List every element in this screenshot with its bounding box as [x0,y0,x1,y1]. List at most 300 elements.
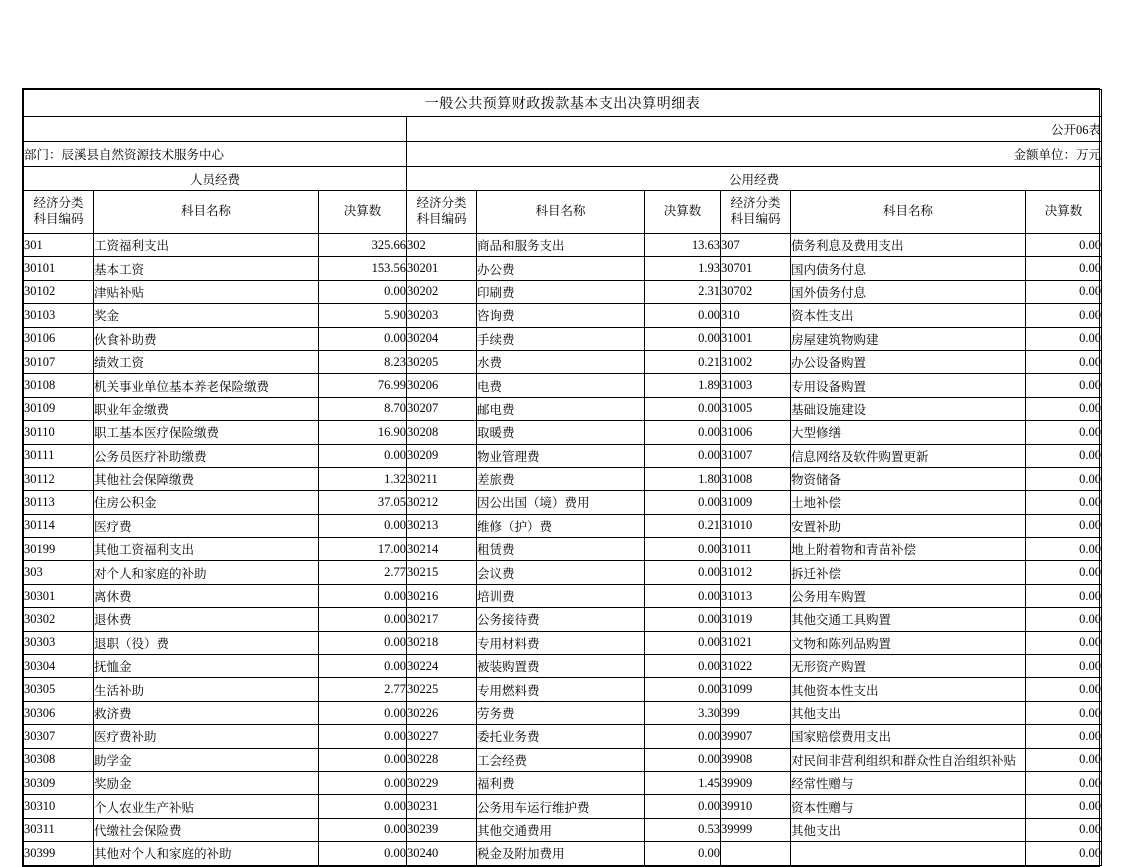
table-cell: 国内债务付息 [791,257,1026,280]
table-cell: 无形资产购置 [791,655,1026,678]
table-cell: 0.00 [1026,397,1102,420]
budget-table [23,89,1102,866]
table-cell: 30201 [407,257,477,280]
table-cell: 物资储备 [791,467,1026,490]
table-cell: 30213 [407,514,477,537]
table-cell: 税金及附加费用 [477,842,645,865]
table-cell: 因公出国（境）费用 [477,491,645,514]
table-row [24,748,1102,771]
table-cell: 会议费 [477,561,645,584]
table-cell: 31003 [721,374,791,397]
table-cell: 16.90 [319,421,407,444]
table-cell: 印刷费 [477,280,645,303]
table-cell: 5.90 [319,304,407,327]
table-cell: 0.00 [319,514,407,537]
table-cell: 2.77 [319,678,407,701]
table-cell: 0.00 [1026,631,1102,654]
table-cell: 30107 [24,350,94,373]
group-public-label: 公用经费 [407,167,1102,191]
table-cell: 国外债务付息 [791,280,1026,303]
table-cell: 0.00 [1026,538,1102,561]
table-cell: 0.21 [645,514,721,537]
table-cell: 0.00 [1026,701,1102,724]
table-cell: 0.00 [1026,257,1102,280]
table-cell: 30305 [24,678,94,701]
table-cell: 30205 [407,350,477,373]
table-row [24,842,1102,865]
table-cell: 0.00 [645,421,721,444]
table-cell: 30113 [24,491,94,514]
table-cell: 0.00 [645,561,721,584]
header-amount-3: 决算数 [1026,191,1102,234]
table-cell: 310 [721,304,791,327]
table-cell: 个人农业生产补贴 [94,795,319,818]
department-label: 部门：辰溪县自然资源技术服务中心 [24,142,407,167]
table-body [24,234,1102,866]
table-cell: 0.00 [319,748,407,771]
table-cell: 31005 [721,397,791,420]
table-cell: 30208 [407,421,477,444]
table-row [24,234,1102,257]
table-cell: 2.77 [319,561,407,584]
table-cell: 31012 [721,561,791,584]
table-cell: 30110 [24,421,94,444]
table-row [24,257,1102,280]
table-row [24,467,1102,490]
table-row [24,374,1102,397]
table-cell: 0.00 [1026,304,1102,327]
table-cell: 基本工资 [94,257,319,280]
table-cell: 0.00 [319,701,407,724]
table-cell: 399 [721,701,791,724]
table-cell: 水费 [477,350,645,373]
table-cell: 30225 [407,678,477,701]
table-cell: 土地补偿 [791,491,1026,514]
table-row [24,538,1102,561]
table-cell: 0.00 [1026,795,1102,818]
table-cell: 30101 [24,257,94,280]
table-cell: 生活补助 [94,678,319,701]
table-cell: 取暖费 [477,421,645,444]
table-cell: 30214 [407,538,477,561]
table-cell: 0.00 [1026,234,1102,257]
table-cell: 资本性赠与 [791,795,1026,818]
table-cell: 其他支出 [791,818,1026,841]
table-cell: 30202 [407,280,477,303]
table-cell: 1.93 [645,257,721,280]
table-cell: 委托业务费 [477,725,645,748]
table-cell: 30206 [407,374,477,397]
table-cell: 301 [24,234,94,257]
table-cell: 1.89 [645,374,721,397]
table-row [24,327,1102,350]
table-cell: 0.00 [645,631,721,654]
table-cell: 0.00 [645,444,721,467]
table-cell: 30114 [24,514,94,537]
table-cell: 办公费 [477,257,645,280]
table-cell: 职工基本医疗保险缴费 [94,421,319,444]
table-cell: 专用材料费 [477,631,645,654]
table-cell: 0.00 [1026,655,1102,678]
table-row [24,771,1102,794]
table-cell: 租赁费 [477,538,645,561]
table-cell: 0.00 [1026,725,1102,748]
table-cell: 0.21 [645,350,721,373]
table-cell: 0.00 [645,304,721,327]
table-row [24,444,1102,467]
budget-detail-sheet [22,88,1100,867]
table-cell: 30702 [721,280,791,303]
header-code-2-line2: 科目编码 [416,212,467,226]
table-cell: 信息网络及软件购置更新 [791,444,1026,467]
table-cell: 0.00 [1026,444,1102,467]
table-cell: 0.00 [319,584,407,607]
table-cell: 30227 [407,725,477,748]
form-number-row [24,117,1102,142]
table-cell: 债务利息及费用支出 [791,234,1026,257]
table-cell: 8.70 [319,397,407,420]
table-cell: 0.00 [319,327,407,350]
table-row [24,655,1102,678]
table-cell: 0.00 [645,584,721,607]
table-cell: 0.00 [1026,584,1102,607]
table-cell: 30311 [24,818,94,841]
form-number: 公开06表 [407,117,1102,142]
table-row [24,608,1102,631]
table-cell: 其他资本性支出 [791,678,1026,701]
table-cell: 安置补助 [791,514,1026,537]
table-cell: 30217 [407,608,477,631]
table-row [24,795,1102,818]
table-cell: 302 [407,234,477,257]
table-cell: 30211 [407,467,477,490]
table-cell: 文物和陈列品购置 [791,631,1026,654]
table-cell: 0.00 [319,444,407,467]
table-cell: 325.66 [319,234,407,257]
table-cell: 0.00 [1026,280,1102,303]
table-cell: 31099 [721,678,791,701]
table-cell: 30109 [24,397,94,420]
table-cell: 39909 [721,771,791,794]
table-cell: 工会经费 [477,748,645,771]
table-cell: 39907 [721,725,791,748]
table-cell: 30215 [407,561,477,584]
table-cell: 地上附着物和青苗补偿 [791,538,1026,561]
table-cell: 其他对个人和家庭的补助 [94,842,319,865]
table-cell: 0.00 [645,491,721,514]
table-row [24,725,1102,748]
table-cell: 公务用车运行维护费 [477,795,645,818]
table-cell: 住房公积金 [94,491,319,514]
table-cell: 0.00 [645,327,721,350]
table-cell: 39910 [721,795,791,818]
table-cell: 30239 [407,818,477,841]
table-cell: 0.00 [319,655,407,678]
column-header-row [24,191,1102,234]
table-cell: 退职（役）费 [94,631,319,654]
table-row [24,561,1102,584]
table-cell: 专用设备购置 [791,374,1026,397]
table-cell: 福利费 [477,771,645,794]
table-cell: 30303 [24,631,94,654]
table-cell: 30310 [24,795,94,818]
table-cell: 37.05 [319,491,407,514]
table-cell: 公务员医疗补助缴费 [94,444,319,467]
unit-label: 金额单位：万元 [407,142,1102,167]
table-cell: 31022 [721,655,791,678]
table-cell: 30112 [24,467,94,490]
table-cell: 31011 [721,538,791,561]
table-cell: 差旅费 [477,467,645,490]
table-cell: 0.00 [1026,818,1102,841]
table-cell: 2.31 [645,280,721,303]
header-code-1-line1: 经济分类 [33,196,84,211]
table-cell: 其他交通费用 [477,818,645,841]
header-name-2: 科目名称 [477,191,645,234]
table-cell: 30228 [407,748,477,771]
table-title-row [24,90,1102,117]
table-cell: 机关事业单位基本养老保险缴费 [94,374,319,397]
table-cell: 0.00 [319,771,407,794]
header-code-2 [407,191,477,234]
table-cell: 商品和服务支出 [477,234,645,257]
table-cell: 其他支出 [791,701,1026,724]
table-cell: 助学金 [94,748,319,771]
table-cell: 伙食补助费 [94,327,319,350]
table-cell: 资本性支出 [791,304,1026,327]
table-cell: 30212 [407,491,477,514]
table-cell: 0.00 [645,842,721,865]
table-row [24,514,1102,537]
table-cell: 31021 [721,631,791,654]
table-cell: 救济费 [94,701,319,724]
table-cell: 30307 [24,725,94,748]
table-cell: 公务接待费 [477,608,645,631]
table-cell [721,842,791,865]
table-cell: 17.00 [319,538,407,561]
header-amount-1: 决算数 [319,191,407,234]
table-cell: 职业年金缴费 [94,397,319,420]
table-cell: 0.00 [319,795,407,818]
table-cell: 大型修缮 [791,421,1026,444]
table-row [24,631,1102,654]
table-cell: 30229 [407,771,477,794]
table-cell: 对民间非营利组织和群众性自治组织补贴 [791,748,1026,771]
table-cell: 0.00 [319,725,407,748]
table-cell: 房屋建筑物购建 [791,327,1026,350]
table-cell: 奖金 [94,304,319,327]
table-cell: 0.00 [1026,327,1102,350]
table-cell: 30207 [407,397,477,420]
header-code-3-line2: 科目编码 [730,212,781,226]
table-cell: 0.00 [319,842,407,865]
table-cell: 30399 [24,842,94,865]
table-cell: 0.00 [1026,608,1102,631]
table-cell: 0.00 [645,397,721,420]
table-cell: 30304 [24,655,94,678]
table-cell: 31002 [721,350,791,373]
table-cell: 30701 [721,257,791,280]
header-code-1-line2: 科目编码 [33,212,84,226]
table-cell: 0.00 [319,280,407,303]
table-cell: 离休费 [94,584,319,607]
table-cell: 0.00 [1026,748,1102,771]
table-row [24,701,1102,724]
table-cell: 国家赔偿费用支出 [791,725,1026,748]
table-cell: 办公设备购置 [791,350,1026,373]
table-cell: 8.23 [319,350,407,373]
table-cell: 0.53 [645,818,721,841]
table-cell: 绩效工资 [94,350,319,373]
table-cell: 手续费 [477,327,645,350]
table-cell: 0.00 [645,655,721,678]
table-cell: 30111 [24,444,94,467]
table-cell: 30199 [24,538,94,561]
table-cell: 153.56 [319,257,407,280]
table-cell: 0.00 [645,678,721,701]
table-cell: 30103 [24,304,94,327]
table-cell: 专用燃料费 [477,678,645,701]
table-cell: 39908 [721,748,791,771]
table-cell: 奖励金 [94,771,319,794]
table-cell: 30106 [24,327,94,350]
table-cell: 拆迁补偿 [791,561,1026,584]
table-cell: 其他社会保障缴费 [94,467,319,490]
table-cell: 30231 [407,795,477,818]
header-name-1: 科目名称 [94,191,319,234]
table-cell: 0.00 [319,818,407,841]
table-cell: 30226 [407,701,477,724]
table-cell: 31009 [721,491,791,514]
table-cell: 0.00 [645,608,721,631]
table-cell: 30224 [407,655,477,678]
table-row [24,280,1102,303]
table-cell: 31007 [721,444,791,467]
table-cell: 30102 [24,280,94,303]
table-cell: 公务用车购置 [791,584,1026,607]
page-title: 一般公共预算财政拨款基本支出决算明细表 [24,90,1102,117]
table-cell [791,842,1026,865]
table-cell: 0.00 [645,538,721,561]
table-row [24,584,1102,607]
table-row [24,818,1102,841]
table-row [24,350,1102,373]
table-cell: 31001 [721,327,791,350]
table-cell: 303 [24,561,94,584]
table-cell: 0.00 [645,725,721,748]
table-row [24,678,1102,701]
table-cell: 医疗费补助 [94,725,319,748]
table-cell: 经常性赠与 [791,771,1026,794]
table-cell: 30309 [24,771,94,794]
table-cell: 其他交通工具购置 [791,608,1026,631]
table-cell: 抚恤金 [94,655,319,678]
table-cell: 医疗费 [94,514,319,537]
table-cell: 咨询费 [477,304,645,327]
table-row [24,397,1102,420]
table-cell: 76.99 [319,374,407,397]
form-number-spacer [24,117,407,142]
table-cell: 0.00 [1026,350,1102,373]
table-cell: 劳务费 [477,701,645,724]
table-cell: 培训费 [477,584,645,607]
header-code-3 [721,191,791,234]
header-amount-2: 决算数 [645,191,721,234]
table-cell: 0.00 [1026,374,1102,397]
table-cell: 30216 [407,584,477,607]
header-code-3-line1: 经济分类 [730,196,781,211]
table-cell: 30301 [24,584,94,607]
table-cell: 0.00 [319,608,407,631]
department-info-row [24,142,1102,167]
table-row [24,491,1102,514]
table-cell: 0.00 [1026,678,1102,701]
table-cell: 0.00 [645,795,721,818]
table-cell: 对个人和家庭的补助 [94,561,319,584]
table-cell: 1.80 [645,467,721,490]
header-name-3: 科目名称 [791,191,1026,234]
table-cell: 0.00 [1026,771,1102,794]
table-cell: 津贴补贴 [94,280,319,303]
table-cell: 0.00 [1026,491,1102,514]
table-cell: 1.32 [319,467,407,490]
table-cell: 30108 [24,374,94,397]
table-cell: 邮电费 [477,397,645,420]
table-cell: 31008 [721,467,791,490]
table-cell: 30302 [24,608,94,631]
table-cell: 其他工资福利支出 [94,538,319,561]
table-cell: 3.30 [645,701,721,724]
table-cell: 30209 [407,444,477,467]
table-cell: 30203 [407,304,477,327]
table-cell: 基础设施建设 [791,397,1026,420]
group-header-row [24,167,1102,191]
table-cell: 工资福利支出 [94,234,319,257]
table-cell: 39999 [721,818,791,841]
table-row [24,421,1102,444]
table-cell: 31019 [721,608,791,631]
table-cell: 30306 [24,701,94,724]
table-cell: 13.63 [645,234,721,257]
header-code-2-line1: 经济分类 [416,196,467,211]
table-cell: 30204 [407,327,477,350]
table-cell: 0.00 [1026,561,1102,584]
table-cell: 退休费 [94,608,319,631]
table-cell: 物业管理费 [477,444,645,467]
table-cell: 0.00 [1026,421,1102,444]
table-cell: 30240 [407,842,477,865]
table-cell: 代缴社会保险费 [94,818,319,841]
table-cell: 31013 [721,584,791,607]
table-cell: 0.00 [1026,842,1102,865]
table-cell: 0.00 [1026,467,1102,490]
table-cell: 0.00 [319,631,407,654]
table-cell: 30218 [407,631,477,654]
table-cell: 30308 [24,748,94,771]
table-cell: 0.00 [1026,514,1102,537]
table-cell: 31010 [721,514,791,537]
table-cell: 1.45 [645,771,721,794]
table-cell: 电费 [477,374,645,397]
table-row [24,304,1102,327]
table-cell: 31006 [721,421,791,444]
table-cell: 被装购置费 [477,655,645,678]
table-cell: 维修（护）费 [477,514,645,537]
table-cell: 307 [721,234,791,257]
table-cell: 0.00 [645,748,721,771]
group-personnel-label: 人员经费 [24,167,407,191]
header-code-1 [24,191,94,234]
